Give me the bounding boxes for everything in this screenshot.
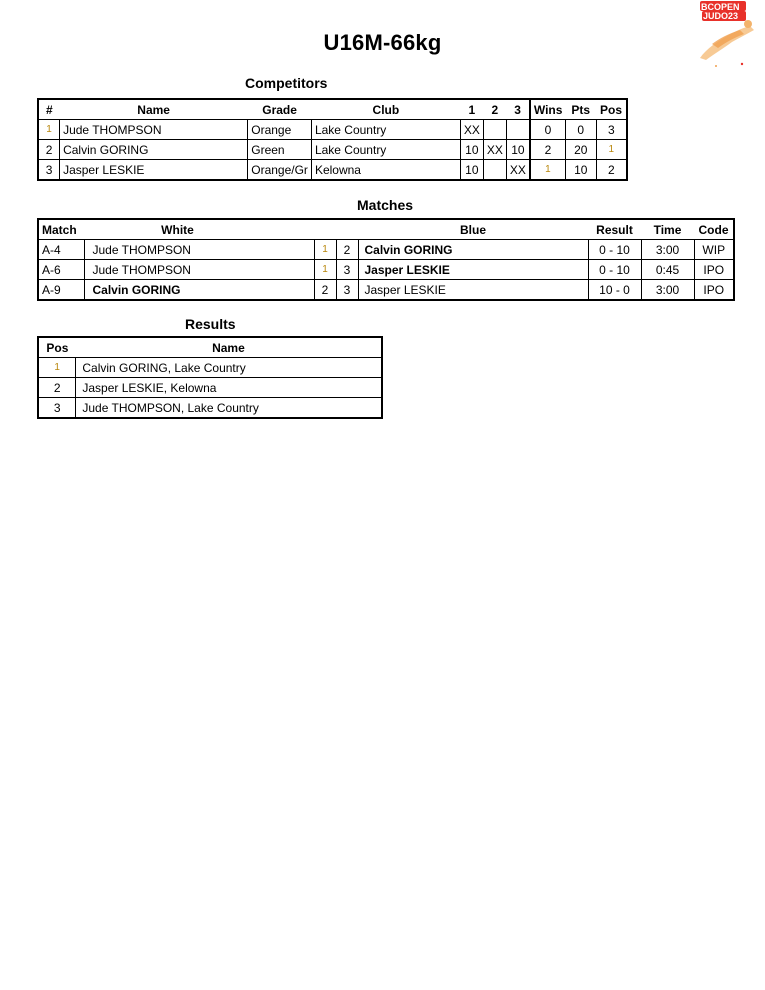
- score-cell: XX: [460, 120, 483, 140]
- col-header: Result: [596, 222, 633, 237]
- blue-player: Calvin GORING: [358, 240, 588, 260]
- white-number: 1: [314, 260, 336, 280]
- competitors-table: [37, 98, 628, 181]
- col-header: 3: [514, 102, 521, 117]
- table-row: [38, 378, 382, 398]
- competitor-number: 1: [38, 120, 60, 140]
- table-row: [38, 280, 734, 301]
- col-header: #: [45, 102, 53, 117]
- col-header: Time: [653, 222, 682, 237]
- score-cell: 10: [460, 140, 483, 160]
- col-header: 1: [468, 102, 476, 117]
- col-header: Pos: [600, 102, 623, 117]
- result-name: Jude THOMPSON, Lake Country: [76, 398, 382, 419]
- blue-number: 3: [336, 280, 358, 301]
- match-time: 3:00: [641, 280, 694, 301]
- match-result: 0 - 10: [588, 240, 641, 260]
- match-code: WIP: [694, 240, 734, 260]
- result-name: Calvin GORING, Lake Country: [76, 358, 382, 378]
- results-header-row: [38, 337, 382, 358]
- score-cell: [483, 120, 506, 140]
- position-cell: 3: [596, 120, 627, 140]
- result-name: Jasper LESKIE, Kelowna: [76, 378, 382, 398]
- col-header: Club: [372, 102, 400, 117]
- white-number: 1: [314, 240, 336, 260]
- results-table: [37, 336, 383, 419]
- score-cell: 10: [460, 160, 483, 181]
- col-header: Name: [212, 340, 245, 355]
- competitor-club: Kelowna: [311, 160, 460, 181]
- table-row: [38, 260, 734, 280]
- competitor-club: Lake Country: [311, 140, 460, 160]
- results-heading: Results: [185, 316, 236, 332]
- col-header: White: [161, 222, 194, 237]
- competitor-grade: Orange/Gr: [248, 160, 312, 181]
- score-cell: XX: [483, 140, 506, 160]
- match-code: IPO: [694, 260, 734, 280]
- blue-number: 3: [336, 260, 358, 280]
- competitor-name: Calvin GORING: [60, 140, 248, 160]
- result-position: 1: [38, 358, 76, 378]
- competitor-grade: Orange: [248, 120, 312, 140]
- match-result: 10 - 0: [588, 280, 641, 301]
- match-time: 3:00: [641, 240, 694, 260]
- col-header: Code: [698, 222, 729, 237]
- col-header: Grade: [262, 102, 297, 117]
- competitor-number: 3: [38, 160, 60, 181]
- bc-open-judo-logo: [692, 0, 762, 72]
- table-row: [38, 358, 382, 378]
- blue-number: 2: [336, 240, 358, 260]
- result-position: 2: [38, 378, 76, 398]
- col-header: 2: [491, 102, 499, 117]
- logo-text-bottom: JUDO23: [703, 11, 739, 21]
- col-header: Name: [137, 102, 170, 117]
- competitors-heading: Competitors: [245, 75, 328, 91]
- table-row: [38, 160, 627, 181]
- white-player: Jude THOMPSON: [84, 240, 314, 260]
- points-cell: 0: [565, 120, 596, 140]
- blue-player: Jasper LESKIE: [358, 280, 588, 301]
- match-id: A-4: [38, 240, 84, 260]
- col-header: Pts: [571, 102, 591, 117]
- white-player: Calvin GORING: [84, 280, 314, 301]
- position-cell: 2: [596, 160, 627, 181]
- wins-cell: 0: [530, 120, 566, 140]
- competitor-grade: Green: [248, 140, 312, 160]
- logo-text-top: BCOPEN: [701, 2, 740, 12]
- match-result: 0 - 10: [588, 260, 641, 280]
- competitor-name: Jude THOMPSON: [60, 120, 248, 140]
- wins-cell: 1: [530, 160, 566, 181]
- score-cell: [483, 160, 506, 181]
- score-cell: 10: [506, 140, 530, 160]
- page-title: U16M-66kg: [323, 30, 442, 55]
- position-cell: 1: [596, 140, 627, 160]
- col-header: Blue: [459, 222, 486, 237]
- score-cell: XX: [506, 160, 530, 181]
- blue-player: Jasper LESKIE: [358, 260, 588, 280]
- wins-cell: 2: [530, 140, 566, 160]
- match-id: A-6: [38, 260, 84, 280]
- competitor-name: Jasper LESKIE: [60, 160, 248, 181]
- matches-heading: Matches: [357, 197, 414, 213]
- match-id: A-9: [38, 280, 84, 301]
- matches-header-row: [38, 219, 734, 240]
- table-row: [38, 240, 734, 260]
- match-time: 0:45: [641, 260, 694, 280]
- table-row: [38, 140, 627, 160]
- points-cell: 10: [565, 160, 596, 181]
- col-header: Wins: [530, 99, 566, 120]
- points-cell: 20: [565, 140, 596, 160]
- col-header: Match: [42, 222, 77, 237]
- match-code: IPO: [694, 280, 734, 301]
- competitor-club: Lake Country: [311, 120, 460, 140]
- competitor-number: 2: [38, 140, 60, 160]
- competitors-header-row: [38, 99, 627, 120]
- matches-table: [37, 218, 735, 301]
- white-player: Jude THOMPSON: [84, 260, 314, 280]
- table-row: [38, 398, 382, 419]
- result-position: 3: [38, 398, 76, 419]
- col-header: Pos: [46, 340, 69, 355]
- score-cell: [506, 120, 530, 140]
- white-number: 2: [314, 280, 336, 301]
- table-row: [38, 120, 627, 140]
